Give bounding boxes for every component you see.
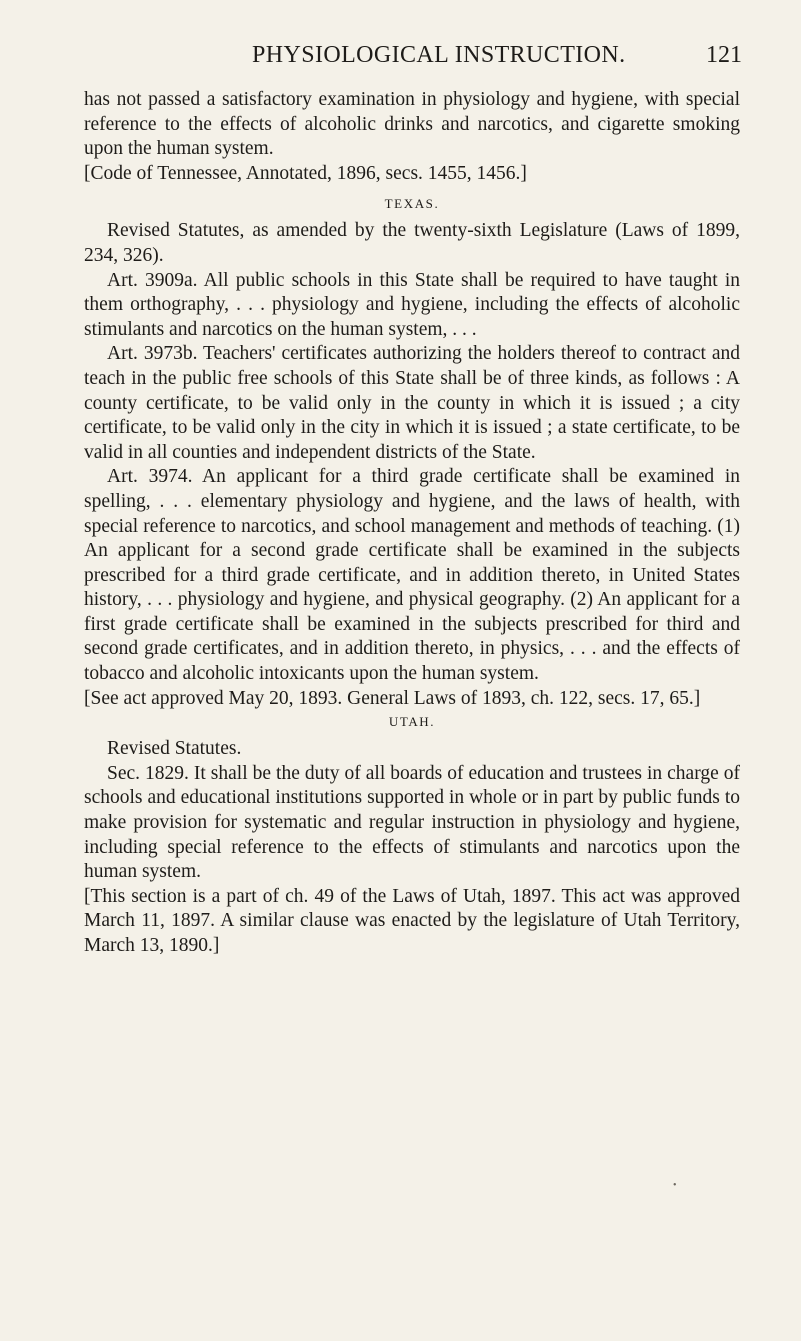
paragraph-art-3909a: Art. 3909a. All public schools in this State shall be required to have taught in them orthography, . . . physiology and hygiene, including the effects of alcoholic stimulants and narcotics on the human system, . . .	[84, 269, 740, 340]
paragraph-utah-intro: Revised Statutes.	[107, 738, 242, 760]
running-head	[252, 42, 742, 72]
paragraph-sec-1829: Sec. 1829. It shall be the duty of all boards of education and trustees in charge of schools and educational institutions supported in whole or in part by public funds to make provision for systematic and regular instruction in physiology and hygiene, including special reference to the effects of stimulants and narcotics upon the human system.	[84, 762, 740, 883]
page-number: 121	[706, 42, 742, 68]
text-block	[84, 88, 740, 959]
citation-texas: [See act approved May 20, 1893. General Laws of 1893, ch. 122, secs. 17, 65.]	[84, 687, 701, 709]
citation-tennessee: [Code of Tennessee, Annotated, 1896, secs. 1455, 1456.]	[84, 162, 527, 184]
paragraph-art-3974: Art. 3974. An applicant for a third grade certificate shall be examined in spelling, . . . elementary physiology and hygiene, and the laws of health, with special reference to narcotics, and school management and methods of teaching. (1) An applicant for a second grade certificate shall be examined in the subjects prescribed for a third grade certificate, and in addition thereto, in United States history, . . . physiology and hygiene, and physical geography. (2) An applicant for a first grade certificate shall be examined in the subjects prescribed for third and second grade certificates, and in addition thereto, in physics, . . . and the effects of tobacco and alcoholic intoxicants upon the human system.	[84, 466, 740, 685]
running-title: PHYSIOLOGICAL INSTRUCTION.	[252, 42, 626, 68]
page-mark: •	[673, 1180, 677, 1191]
section-heading-utah: UTAH.	[388, 714, 436, 730]
paragraph-art-3973b: Art. 3973b. Teachers' certificates authorizing the holders thereof to contract and teach in the public free schools of this State shall be of three kinds, as follows : A county certificate, to be valid only in the county in which it is issued ; a city certificate, to be valid only in the city in which it is issued ; a state certificate, to be valid in all counties and independent districts of the State.	[84, 343, 740, 463]
citation-utah: [This section is a part of ch. 49 of the Laws of Utah, 1897. This act was approved March 11, 1897. A similar clause was enacted by the legislature of Utah Territory, March 13, 1890.]	[84, 885, 740, 956]
paragraph-continuation: has not passed a satisfactory examination in physiology and hygiene, with special reference to the effects of alcoholic drinks and narcotics, and cigarette smoking upon the human system.	[84, 89, 740, 160]
paragraph-texas-intro: Revised Statutes, as amended by the twenty-sixth Legislature (Laws of 1899, 234, 326).	[84, 220, 740, 266]
section-heading-texas: TEXAS.	[384, 196, 440, 212]
